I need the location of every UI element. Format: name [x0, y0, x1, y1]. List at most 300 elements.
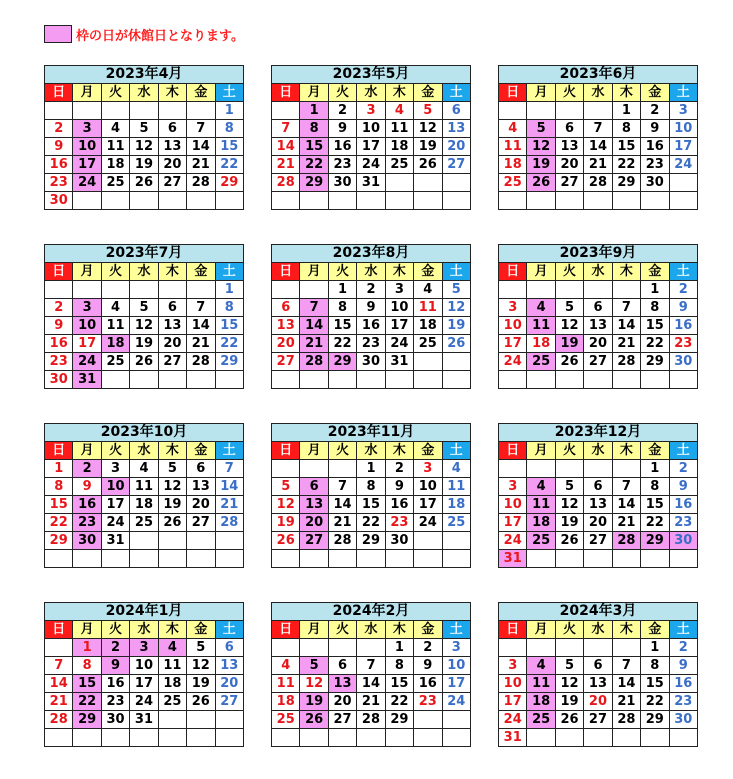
weekday-header: 火	[328, 263, 356, 281]
weekday-header: 火	[101, 263, 129, 281]
day-cell: 28	[187, 174, 215, 192]
day-cell: 10	[499, 675, 527, 693]
day-cell: 3	[101, 460, 129, 478]
day-cell: 22	[45, 514, 73, 532]
day-cell: 19	[130, 335, 158, 353]
day-cell: 6	[300, 478, 328, 496]
weekday-header: 木	[385, 442, 413, 460]
day-cell: 27	[215, 693, 243, 711]
day-cell: 11	[101, 138, 129, 156]
empty-cell	[442, 174, 470, 192]
empty-cell	[300, 639, 328, 657]
day-cell: 27	[584, 711, 612, 729]
weekday-header: 水	[357, 621, 385, 639]
weekday-header: 水	[357, 442, 385, 460]
day-cell: 31	[499, 729, 527, 747]
empty-cell	[158, 371, 186, 389]
day-cell: 8	[641, 478, 669, 496]
empty-cell	[328, 460, 356, 478]
day-cell: 28	[300, 353, 328, 371]
month-title: 2023年6月	[499, 66, 698, 84]
month-calendar	[271, 423, 471, 568]
empty-cell	[442, 550, 470, 568]
day-cell: 7	[187, 120, 215, 138]
empty-cell	[300, 729, 328, 747]
day-cell: 31	[499, 550, 527, 568]
day-cell: 5	[442, 281, 470, 299]
day-cell: 7	[272, 120, 300, 138]
empty-cell	[555, 639, 583, 657]
day-cell: 1	[641, 639, 669, 657]
empty-cell	[612, 550, 640, 568]
day-cell: 6	[442, 102, 470, 120]
day-cell: 8	[385, 657, 413, 675]
day-cell: 12	[442, 299, 470, 317]
month-title: 2024年3月	[499, 603, 698, 621]
day-cell: 21	[300, 335, 328, 353]
day-cell: 13	[300, 496, 328, 514]
day-cell: 16	[328, 138, 356, 156]
month-title: 2024年2月	[272, 603, 471, 621]
day-cell: 19	[414, 138, 442, 156]
day-cell: 30	[669, 711, 697, 729]
empty-cell	[130, 532, 158, 550]
day-cell: 28	[584, 174, 612, 192]
day-cell: 20	[584, 693, 612, 711]
empty-cell	[357, 192, 385, 210]
day-cell: 26	[555, 353, 583, 371]
day-cell: 12	[527, 138, 555, 156]
weekday-header: 水	[357, 263, 385, 281]
day-cell: 14	[215, 478, 243, 496]
empty-cell	[385, 729, 413, 747]
day-cell: 11	[272, 675, 300, 693]
empty-cell	[215, 711, 243, 729]
empty-cell	[73, 281, 101, 299]
weekday-header: 土	[669, 621, 697, 639]
day-cell: 20	[187, 496, 215, 514]
day-cell: 28	[357, 711, 385, 729]
day-cell: 25	[527, 353, 555, 371]
empty-cell	[73, 729, 101, 747]
empty-cell	[300, 281, 328, 299]
weekday-header: 水	[130, 621, 158, 639]
month-calendar	[498, 423, 698, 568]
day-cell: 9	[73, 478, 101, 496]
weekday-header: 月	[73, 621, 101, 639]
day-cell: 9	[328, 120, 356, 138]
day-cell: 10	[101, 478, 129, 496]
day-cell: 18	[499, 156, 527, 174]
day-cell: 7	[357, 657, 385, 675]
day-cell: 17	[499, 335, 527, 353]
day-cell: 20	[272, 335, 300, 353]
day-cell: 22	[641, 335, 669, 353]
day-cell: 7	[328, 478, 356, 496]
day-cell: 1	[328, 281, 356, 299]
day-cell: 24	[499, 711, 527, 729]
day-cell: 28	[612, 353, 640, 371]
empty-cell	[669, 174, 697, 192]
empty-cell	[357, 639, 385, 657]
empty-cell	[45, 639, 73, 657]
day-cell: 6	[272, 299, 300, 317]
day-cell: 11	[527, 317, 555, 335]
empty-cell	[101, 102, 129, 120]
day-cell: 19	[555, 693, 583, 711]
empty-cell	[300, 460, 328, 478]
empty-cell	[527, 192, 555, 210]
day-cell: 26	[414, 156, 442, 174]
day-cell: 23	[641, 156, 669, 174]
day-cell: 20	[584, 335, 612, 353]
empty-cell	[187, 532, 215, 550]
closed-day-swatch	[44, 25, 72, 43]
day-cell: 16	[101, 675, 129, 693]
empty-cell	[45, 729, 73, 747]
weekday-header: 火	[328, 621, 356, 639]
weekday-header: 金	[414, 84, 442, 102]
weekday-header: 金	[187, 442, 215, 460]
day-cell: 15	[73, 675, 101, 693]
empty-cell	[158, 102, 186, 120]
day-cell: 7	[612, 478, 640, 496]
day-cell: 1	[45, 460, 73, 478]
day-cell: 16	[45, 335, 73, 353]
empty-cell	[130, 729, 158, 747]
weekday-header: 月	[527, 621, 555, 639]
weekday-header: 月	[527, 263, 555, 281]
day-cell: 30	[669, 353, 697, 371]
day-cell: 16	[385, 496, 413, 514]
day-cell: 18	[130, 496, 158, 514]
day-cell: 4	[101, 299, 129, 317]
day-cell: 26	[442, 335, 470, 353]
day-cell: 21	[215, 496, 243, 514]
day-cell: 23	[328, 156, 356, 174]
day-cell: 30	[641, 174, 669, 192]
day-cell: 9	[45, 317, 73, 335]
day-cell: 26	[555, 532, 583, 550]
legend	[44, 24, 244, 44]
empty-cell	[527, 460, 555, 478]
day-cell: 30	[328, 174, 356, 192]
empty-cell	[101, 550, 129, 568]
day-cell: 25	[101, 174, 129, 192]
day-cell: 22	[300, 156, 328, 174]
day-cell: 2	[669, 281, 697, 299]
day-cell: 27	[328, 711, 356, 729]
day-cell: 21	[612, 693, 640, 711]
month-title: 2023年7月	[45, 245, 244, 263]
empty-cell	[641, 371, 669, 389]
day-cell: 4	[527, 299, 555, 317]
empty-cell	[442, 729, 470, 747]
weekday-header: 金	[414, 442, 442, 460]
month-calendar	[44, 602, 244, 747]
day-cell: 2	[669, 460, 697, 478]
day-cell: 2	[414, 639, 442, 657]
empty-cell	[187, 371, 215, 389]
day-cell: 20	[584, 514, 612, 532]
day-cell: 9	[385, 478, 413, 496]
weekday-header: 日	[499, 263, 527, 281]
day-cell: 13	[555, 138, 583, 156]
weekday-header: 火	[101, 442, 129, 460]
empty-cell	[669, 192, 697, 210]
day-cell: 1	[641, 460, 669, 478]
day-cell: 29	[73, 711, 101, 729]
empty-cell	[187, 102, 215, 120]
empty-cell	[130, 550, 158, 568]
day-cell: 22	[215, 335, 243, 353]
day-cell: 23	[385, 514, 413, 532]
day-cell: 1	[612, 102, 640, 120]
day-cell: 3	[130, 639, 158, 657]
day-cell: 15	[641, 317, 669, 335]
empty-cell	[357, 729, 385, 747]
empty-cell	[555, 371, 583, 389]
day-cell: 22	[215, 156, 243, 174]
weekday-header: 日	[45, 442, 73, 460]
day-cell: 16	[669, 496, 697, 514]
day-cell: 23	[357, 335, 385, 353]
day-cell: 16	[669, 675, 697, 693]
day-cell: 17	[101, 496, 129, 514]
day-cell: 18	[414, 317, 442, 335]
day-cell: 16	[414, 675, 442, 693]
empty-cell	[527, 281, 555, 299]
day-cell: 10	[73, 138, 101, 156]
weekday-header: 月	[73, 84, 101, 102]
day-cell: 2	[73, 460, 101, 478]
empty-cell	[555, 460, 583, 478]
day-cell: 4	[101, 120, 129, 138]
empty-cell	[584, 192, 612, 210]
empty-cell	[385, 550, 413, 568]
day-cell: 29	[612, 174, 640, 192]
day-cell: 17	[385, 317, 413, 335]
empty-cell	[328, 729, 356, 747]
day-cell: 11	[101, 317, 129, 335]
empty-cell	[187, 192, 215, 210]
day-cell: 6	[555, 120, 583, 138]
day-cell: 4	[158, 639, 186, 657]
empty-cell	[612, 371, 640, 389]
day-cell: 10	[669, 120, 697, 138]
empty-cell	[527, 102, 555, 120]
month-calendar	[498, 602, 698, 747]
empty-cell	[641, 192, 669, 210]
day-cell: 6	[328, 657, 356, 675]
day-cell: 28	[45, 711, 73, 729]
day-cell: 5	[555, 299, 583, 317]
day-cell: 1	[73, 639, 101, 657]
empty-cell	[300, 192, 328, 210]
day-cell: 15	[357, 496, 385, 514]
day-cell: 27	[442, 156, 470, 174]
empty-cell	[272, 460, 300, 478]
empty-cell	[158, 281, 186, 299]
day-cell: 2	[385, 460, 413, 478]
day-cell: 7	[584, 120, 612, 138]
day-cell: 18	[272, 693, 300, 711]
empty-cell	[272, 281, 300, 299]
weekday-header: 金	[414, 263, 442, 281]
empty-cell	[385, 174, 413, 192]
empty-cell	[584, 729, 612, 747]
empty-cell	[555, 192, 583, 210]
day-cell: 2	[45, 299, 73, 317]
day-cell: 25	[414, 335, 442, 353]
empty-cell	[328, 371, 356, 389]
weekday-header: 日	[272, 442, 300, 460]
day-cell: 26	[130, 353, 158, 371]
day-cell: 11	[158, 657, 186, 675]
day-cell: 26	[272, 532, 300, 550]
empty-cell	[300, 371, 328, 389]
day-cell: 17	[73, 335, 101, 353]
day-cell: 22	[385, 693, 413, 711]
empty-cell	[499, 371, 527, 389]
day-cell: 17	[357, 138, 385, 156]
day-cell: 13	[272, 317, 300, 335]
day-cell: 1	[215, 102, 243, 120]
day-cell: 15	[641, 675, 669, 693]
day-cell: 3	[669, 102, 697, 120]
weekday-header: 土	[215, 84, 243, 102]
day-cell: 27	[158, 174, 186, 192]
weekday-header: 金	[187, 84, 215, 102]
day-cell: 22	[328, 335, 356, 353]
weekday-header: 土	[442, 84, 470, 102]
weekday-header: 木	[158, 442, 186, 460]
weekday-header: 日	[499, 84, 527, 102]
day-cell: 16	[45, 156, 73, 174]
day-cell: 24	[499, 353, 527, 371]
empty-cell	[641, 729, 669, 747]
weekday-header: 火	[101, 621, 129, 639]
weekday-header: 月	[527, 84, 555, 102]
day-cell: 11	[414, 299, 442, 317]
empty-cell	[499, 460, 527, 478]
day-cell: 12	[187, 657, 215, 675]
day-cell: 5	[130, 299, 158, 317]
weekday-header: 日	[499, 442, 527, 460]
day-cell: 23	[73, 514, 101, 532]
day-cell: 28	[215, 514, 243, 532]
day-cell: 26	[130, 174, 158, 192]
day-cell: 5	[555, 478, 583, 496]
day-cell: 7	[300, 299, 328, 317]
day-cell: 5	[527, 120, 555, 138]
day-cell: 12	[555, 496, 583, 514]
day-cell: 3	[357, 102, 385, 120]
day-cell: 4	[385, 102, 413, 120]
day-cell: 8	[641, 299, 669, 317]
day-cell: 9	[669, 299, 697, 317]
day-cell: 27	[584, 353, 612, 371]
month-title: 2023年4月	[45, 66, 244, 84]
day-cell: 23	[669, 514, 697, 532]
day-cell: 30	[669, 532, 697, 550]
day-cell: 9	[641, 120, 669, 138]
empty-cell	[414, 192, 442, 210]
weekday-header: 土	[215, 621, 243, 639]
empty-cell	[101, 729, 129, 747]
empty-cell	[215, 550, 243, 568]
weekday-header: 月	[300, 621, 328, 639]
day-cell: 10	[499, 496, 527, 514]
day-cell: 17	[442, 675, 470, 693]
day-cell: 15	[385, 675, 413, 693]
empty-cell	[499, 281, 527, 299]
day-cell: 30	[385, 532, 413, 550]
day-cell: 26	[300, 711, 328, 729]
month-title: 2023年9月	[499, 245, 698, 263]
empty-cell	[272, 371, 300, 389]
day-cell: 11	[527, 496, 555, 514]
day-cell: 2	[357, 281, 385, 299]
day-cell: 21	[187, 156, 215, 174]
empty-cell	[414, 174, 442, 192]
day-cell: 2	[669, 639, 697, 657]
day-cell: 13	[158, 317, 186, 335]
day-cell: 6	[584, 478, 612, 496]
weekday-header: 火	[555, 621, 583, 639]
empty-cell	[612, 639, 640, 657]
day-cell: 7	[612, 299, 640, 317]
day-cell: 19	[527, 156, 555, 174]
day-cell: 26	[555, 711, 583, 729]
day-cell: 13	[442, 120, 470, 138]
month-calendar	[498, 65, 698, 210]
day-cell: 4	[272, 657, 300, 675]
day-cell: 5	[272, 478, 300, 496]
day-cell: 29	[385, 711, 413, 729]
empty-cell	[272, 550, 300, 568]
day-cell: 13	[187, 478, 215, 496]
day-cell: 24	[385, 335, 413, 353]
empty-cell	[584, 639, 612, 657]
day-cell: 23	[414, 693, 442, 711]
day-cell: 3	[499, 299, 527, 317]
day-cell: 29	[215, 353, 243, 371]
day-cell: 5	[300, 657, 328, 675]
day-cell: 14	[328, 496, 356, 514]
empty-cell	[499, 639, 527, 657]
day-cell: 10	[442, 657, 470, 675]
day-cell: 13	[584, 317, 612, 335]
day-cell: 22	[641, 514, 669, 532]
day-cell: 17	[73, 156, 101, 174]
day-cell: 31	[101, 532, 129, 550]
weekday-header: 土	[669, 263, 697, 281]
empty-cell	[555, 102, 583, 120]
day-cell: 12	[555, 317, 583, 335]
day-cell: 15	[215, 317, 243, 335]
weekday-header: 土	[442, 263, 470, 281]
day-cell: 27	[555, 174, 583, 192]
day-cell: 5	[555, 657, 583, 675]
day-cell: 3	[442, 639, 470, 657]
day-cell: 6	[584, 657, 612, 675]
month-title: 2023年8月	[272, 245, 471, 263]
empty-cell	[357, 371, 385, 389]
empty-cell	[130, 371, 158, 389]
month-calendar	[271, 602, 471, 747]
day-cell: 21	[328, 514, 356, 532]
